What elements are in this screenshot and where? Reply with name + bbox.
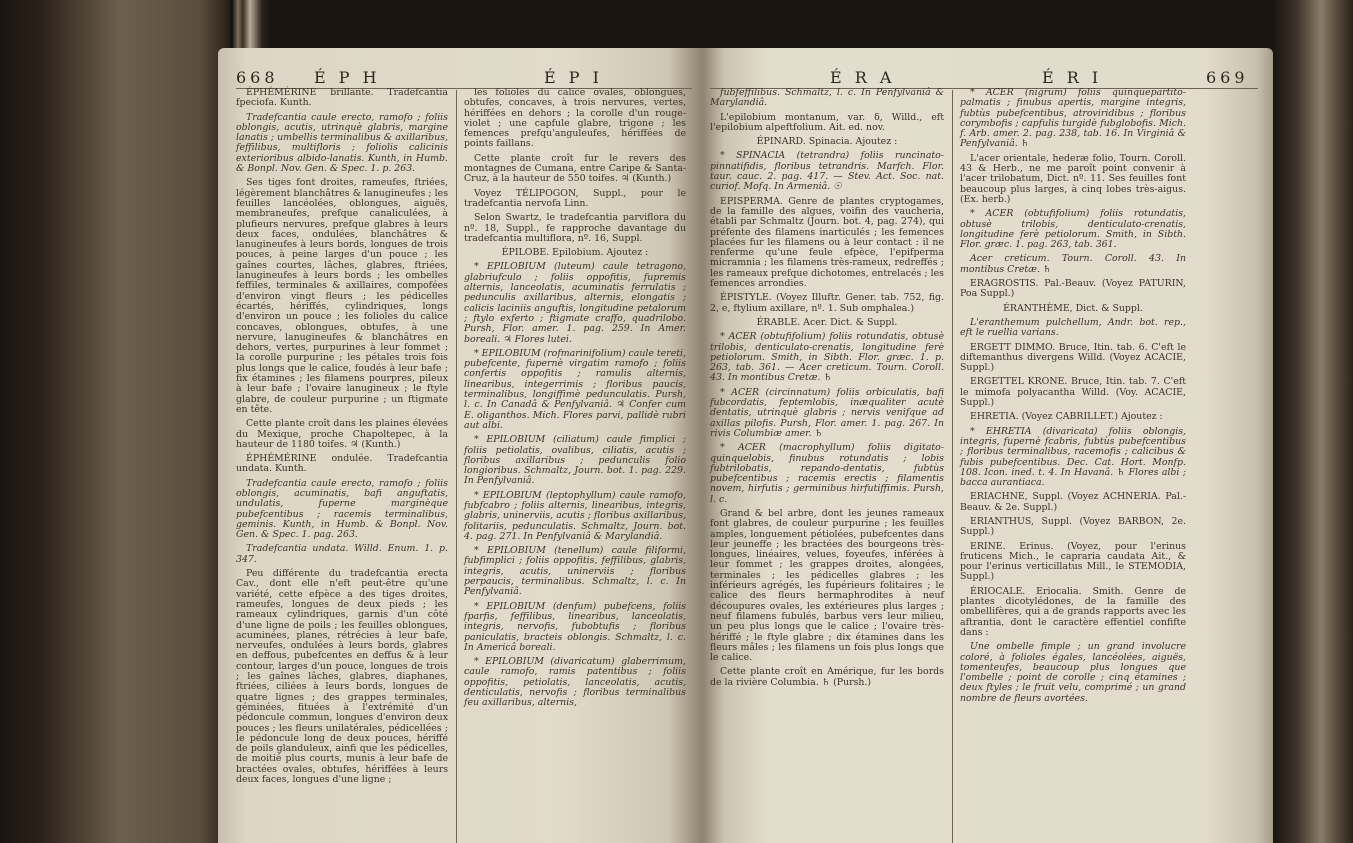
paragraph: ERGETTEL KRONE. Bruce, Itin. tab. 7. C'eft le mimofa polyacantha Willd. (Voy. ACACIE, Suppl.) [960, 376, 1186, 409]
column-divider [456, 90, 457, 843]
paragraph: ERINE. Erinus. (Voyez, pour l'erinus fruticens Mich., le capraria caudata Ait., & pour l'erinus verticillatus Mill., le STEMODIA, Suppl.) [960, 540, 1186, 583]
paragraph: * EPILOBIUM (luteum) caule tetragono, glabriufculo ; foliis oppofitis, fupremis alternis, lanceolatis, acuminatis ferrulatis ; pedunculis axillaribus, alternis, elongatis ; calicis laciniis anguftis, longitudine petalorum ; ftylo exferto ; ftigmate craffo, quadrilobo. Pursh, Flor. amer. 1. pag. 259. In Amer. boreali. ♃ Flores lutei. [464, 261, 686, 345]
running-head-left: É R A [830, 68, 896, 87]
paragraph: Cette plante croît en Amérique, fur les bords de la rivière Columbia. ♄ (Pursh.) [710, 666, 944, 688]
right-page [702, 48, 1273, 843]
paragraph: * ACER (nigrum) foliis quinquepartito-palmatis ; finubus apertis, margine integris, fubtùs pubefcentibus, atroviridibus ; floribus corymbofis ; capfulis turgidè fubglobofis. Mich. f. Arb. amer. 2. pag. 238, tab. 16. In Virginiâ & Penfylvaniâ. ♄ [960, 87, 1186, 150]
left-column-2 [464, 88, 686, 713]
section-heading: ÉPINARD. Spinacia. Ajoutez : [756, 136, 898, 148]
paragraph: * ACER (obtufifolium) foliis rotundatis, obtusè trilobis, denticulato-crenatis, longitudine ferè petiolorum. Smith, in Sibth. Flor. græc. 1. p. 263, tab. 361. — Acer creticum. Tourn. Coroll. 43. In montibus Cretæ. ♄ [710, 331, 944, 384]
paragraph: Acer creticum. Tourn. Coroll. 43. In montibus Cretæ. ♄ [960, 253, 1186, 275]
running-head-right: É P I [544, 68, 603, 87]
paragraph: ÉPHÉMÉRINE brillante. Tradefcantia fpeciofa. Kunth. [236, 87, 448, 109]
paragraph: * EPILOBIUM (tenellum) caule filiformi, fubfimplici ; foliis oppofitis, feffilibus, glabris, integris, acutis, uninerviis ; floribus perpaucis, terminalibus. Schmaltz, l. c. In Penfylvaniâ. [464, 545, 686, 598]
left-page [218, 48, 702, 843]
paragraph: * ACER (macrophyllum) foliis digitato-quinquelobis, finubus rotundatis ; lobis fubtrilobatis, repando-dentatis, fubtùs pubefcentibus ; racemis erectis ; filamentis novem, hirfutis ; germinibus hirfutiffimis. Pursh, l. c. [710, 442, 944, 505]
running-head-right: É R I [1042, 68, 1103, 87]
paragraph: Tradefcantia caule erecto, ramofo ; foliis oblongis, acutis, utrinquè glabris, margine lanatis ; umbellis terminalibus & axillaribus, feffilibus, multifloris ; foliolis calicinis exterioribus albido-lanatis. Kunth, in Humb. & Bonpl. Nov. Gen. & Spec. 1. p. 263. [236, 111, 448, 175]
book-edge-right [1273, 0, 1353, 843]
right-column-1 [710, 88, 944, 692]
section-heading: ÉRABLE. Acer. Dict. & Suppl. [756, 316, 898, 328]
paragraph: * EHRETIA (divaricata) foliis oblongis, integris, fupernè fcabris, fubtùs pubefcentibus ; floribus terminalibus, racemofis ; calicibus & fubis pubefcentibus. Dec. Cat. Hort. Monfp. 108. Icon. ined. t. 4. In Havanâ. ♄ Flores albi ; bacca aurantiaca. [960, 425, 1186, 489]
section-heading: ÉPILOBE. Epilobium. Ajoutez : [501, 247, 649, 259]
paragraph: Voyez TÉLIPOGON, Suppl., pour le tradefcantia nervofa Linn. [464, 187, 686, 209]
paragraph: L'acer orientale, hederæ folio, Tourn. Coroll. 43 & Herb., ne me paroît point convenir à l'acer trilobatum, Dict. nº. 11. Ses feuilles font beaucoup plus larges, à cinq lobes très-aigus. (Ex. herb.) [960, 152, 1186, 205]
paragraph: Cette plante croît fur le revers des montagnes de Cumana, entre Caripe & Santa-Cruz, à la hauteur de 550 toifes. ♃ (Kunth.) [464, 152, 686, 185]
paragraph: Tradefcantia caule erecto, ramofo ; foliis oblongis, acuminatis, bafi anguftatis, undulatis, fuperne marginèque pubefcentibus ; racemis terminalibus, geminis. Kunth, in Humb. & Bonpl. Nov. Gen. & Spec. 1. pag. 263. [236, 477, 448, 541]
paragraph: ÉPISTYLE. (Voyez Illuftr. Gener. tab. 752, fig. 2, e, ftylium axillare, nº. 1. Sub omphalea.) [710, 292, 944, 314]
paragraph: L'eranthemum pulchellum, Andr. bot. rep., eft le ruellia varians. [960, 316, 1186, 339]
page-number-right: 669 [1206, 68, 1249, 87]
section-heading: ÉRANTHÈME, Dict. & Suppl. [1003, 302, 1143, 314]
paragraph: Selon Swartz, le tradefcantia parviflora du nº. 18, Suppl., fe rapproche davantage du tradefcantia multiflora, nº. 16, Suppl. [464, 212, 686, 244]
paragraph: * EPILOBIUM (ciliatum) caule fimplici ; foliis petiolatis, ovalibus, ciliatis, acutis ; floribus axillaribus ; pedunculis folio longioribus. Schmaltz, Journ. bot. 1. pag. 229. In Penfylvaniâ. [464, 434, 686, 487]
paragraph: * SPINACIA (tetrandra) foliis runcinato-pinnatifidis, floribus tetrandris. Marfch. Flor. taur. cauc. 2. pag. 417. — Stev. Act. Soc. nat. curiof. Mofq. In Armeniâ. ☉ [710, 150, 944, 193]
paragraph: * ACER (circinnatum) foliis orbiculatis, bafi fubcordatis, feptemlobis, inæqualiter acutè dentatis, utrinquè glabris ; nervis venifque ad axillas pilofis. Pursh, Flor. amer. 1. pag. 267. In rivis Columbiæ amer. ♄ [710, 386, 944, 439]
paragraph: * ACER (obtufifolium) foliis rotundatis, obtusè trilobis, denticulato-crenatis, longitudine ferè petiolorum. Smith, in Sibth. Flor. græc. 1. pag. 263, tab. 361. [960, 208, 1186, 251]
paragraph: Peu différente du tradefcantia erecta Cav., dont elle n'eft peut-être qu'une variété, cette efpèce a des tiges droites, rameufes, longues de deux pieds ; les rameaux cylindriques, garnis d'un côté d'une ligne de poils ; les feuilles oblongues, acuminées, planes, rétrécies à leur bafe, nerveufes, ondulées à leurs bords, glabres en deffous, pubefcentes en deffus & à leur contour, larges d'un pouce, longues de trois ; les gaînes lâches, glabres, diaphanes, ftriées, ciliées à leurs bords, longues de quatre lignes ; des grappes terminales, géminées, fituées à l'extrémité d'un pédoncule commun, longues d'environ deux pouces ; les fleurs unilatérales, pédicellées ; le pédoncule long de deux pouces, hériffé de poils glanduleux, ainfi que les pédicelles, de moitié plus courts, munis à leur bafe de bractées ovales, obtufes, hériffées à leurs deux faces, longues d'une ligne ; [236, 568, 448, 785]
left-column-1 [236, 88, 448, 789]
paragraph: ERIANTHUS, Suppl. (Voyez BARBON, 2e. Suppl.) [960, 515, 1186, 538]
right-column-2 [960, 88, 1186, 708]
paragraph: Grand & bel arbre, dont les jeunes rameaux font glabres, de couleur purpurine ; les feuilles amples, longuement pétiolées, pubefcentes dans leur jeuneffe ; les bractées des bourgeons très-longues, linéaires, velues, foyeufes, inférées à leur fommet ; les grappes droites, alongées, terminales ; les pédicelles glabres ; les inférieurs agrégés, les fupérieurs folitaires ; le calice des fleurs hermaphrodites à neuf découpures ovales, les extérieures plus larges ; neuf filamens fubulés, barbus vers leur milieu, un peu plus longs que le calice ; l'ovaire très-hériffé ; le ftyle glabre ; dix étamines dans les fleurs mâles ; les filamens un fois plus longs que le calice. [710, 507, 944, 664]
paragraph: ÉPHÉMÉRINE ondulée. Tradefcantia undata. Kunth. [236, 453, 448, 475]
paragraph: EPISPERMA. Genre de plantes cryptogames, de la famille des algues, voifin des vaucheria, établi par Schmaltz (Journ. bot. 4, pag. 274), qui préfente des filamens inarticulés ; les femences placées fur les filamens ou à leur contact : il ne renferme qu'une feule efpèce, l'epifperma micramnia ; les filamens très-rameux, redreffés ; les rameaux prefque dichotomes, entrelacés ; les femences arrondies. [710, 195, 944, 290]
paragraph: * EPILOBIUM (rofmarinifolium) caule tereti, pubefcente, fupernè virgatim ramofo ; foliis confertis oppofitis ; ramulis alternis, linearibus, integerrimis ; floribus paucis, terminalibus, longiffimè pedunculatis. Pursh, l. c. In Canadâ & Penfylvaniâ. ♃ Confer cum E. oliganthos. Mich. Flores parvi, pallidè rubri aut albi. [464, 347, 686, 431]
paragraph: ERIACHNE, Suppl. (Voyez ACHNERIA. Pal.-Beauv. & 2e. Suppl.) [960, 491, 1186, 513]
running-head-left: É P H [314, 68, 381, 87]
paragraph: * EPILOBIUM (divaricatum) glaberrimum, caule ramofo, ramis patentibus ; foliis oppofitis, petiolatis, lanceolatis, acutis, denticulatis, nervofis ; floribus terminalibus feu axillaribus, alternis, [464, 656, 686, 709]
page-number-left: 668 [236, 68, 279, 87]
paragraph: EHRETIA. (Voyez CABRILLET.) Ajoutez : [970, 411, 1163, 423]
paragraph: * EPILOBIUM (leptophyllum) caule ramofo, fubfcabro ; foliis alternis, linearibus, integris, glabris, uninerviis, acutis ; floribus axillaribus, folitariis, pedunculatis. Schmaltz, Journ. bot. 4. pag. 271. In Penfylvaniâ & Marylandiâ. [464, 489, 686, 542]
paragraph: fubfeffilibus. Schmaltz, l. c. In Penfylvaniâ & Marylandiâ. [710, 87, 944, 109]
paragraph: Tradefcantia undata. Willd. Enum. 1. p. 347. [236, 543, 448, 565]
paragraph: Cette plante croît dans les plaines élevées du Mexique, proche Chapoltepec, à la hauteur de 1180 toifes. ♃ (Kunth.) [236, 418, 448, 450]
paragraph: Une ombelle fimple ; un grand involucre coloré, à folioles égales, lancéolées, aiguës, tomenteufes, beaucoup plus longues que l'ombelle ; point de corolle ; cinq étamines ; deux ftyles ; le fruit velu, comprimé ; un grand nombre de fleurs avortées. [960, 641, 1186, 704]
paragraph: ERGETT DIMMO. Bruce, Itin. tab. 6. C'eft le diftemanthus divergens Willd. (Voyez ACACIE, Suppl.) [960, 341, 1186, 374]
paragraph: les folioles du calice ovales, oblongues, obtufes, concaves, à trois nervures, vertes, hériffées en dehors ; la corolle d'un rouge-violet ; une capfule glabre, trigone ; les femences prefqu'anguleufes, hériffées de points faillans. [464, 87, 686, 150]
paragraph: L'epilobium montanum, var. δ, Willd., eft l'epilobium alpeftfolium. Ait. ed. nov. [710, 111, 944, 133]
paragraph: Ses tiges font droites, rameufes, ftriées, légèrement blanchâtres & lanugineufes ; les feuilles lancéolées, oblongues, aiguës, membraneufes, prefque canaliculées, à plufieurs nervures, prefque glabres à leurs deux faces, ondulées, blanchâtres & lanugineufes à leurs bords, longues de trois pouces, à peine larges d'un pouce ; les gaînes courtes, lâches, glabres, ftriées, lanugineufes à leurs bords ; les ombelles feffiles, terminales & axillaires, compofées d'environ vingt fleurs ; les pédicelles écartés, hériffés, cylindriques, longs d'environ un pouce ; les folioles du calice concaves, oblongues, obtufes, à une nervure, lanugineufes & blanchâtres en dehors, vertes, purpurines à leur fommet ; la corolle purpurine ; les pétales trois fois plus longs que le calice, foudés à leur bafe ; fix étamines ; les filamens pourpres, pileux à leur bafe ; l'ovaire lanugineux ; le ftyle glabre, de couleur purpurine ; un ftigmate en tête. [236, 177, 448, 415]
column-divider [952, 90, 953, 843]
paragraph: ÉRIOCALE. Eriocalia. Smith. Genre de plantes dicotylédones, de la famille des ombellifères, qui a de grands rapports avec les aftrantia, dont le caractère effentiel confifte dans : [960, 585, 1186, 638]
paragraph: * EPILOBIUM (denfum) pubefcens, foliis fparfis, feffilibus, linearibus, lanceolatis, integris, nervofis, fubobtufis ; floribus paniculatis, bracteis oblongis. Schmaltz, l. c. In Americâ boreali. [464, 600, 686, 653]
paragraph: ERAGROSTIS. Pal.-Beauv. (Voyez PATURIN, Poa Suppl.) [960, 278, 1186, 300]
